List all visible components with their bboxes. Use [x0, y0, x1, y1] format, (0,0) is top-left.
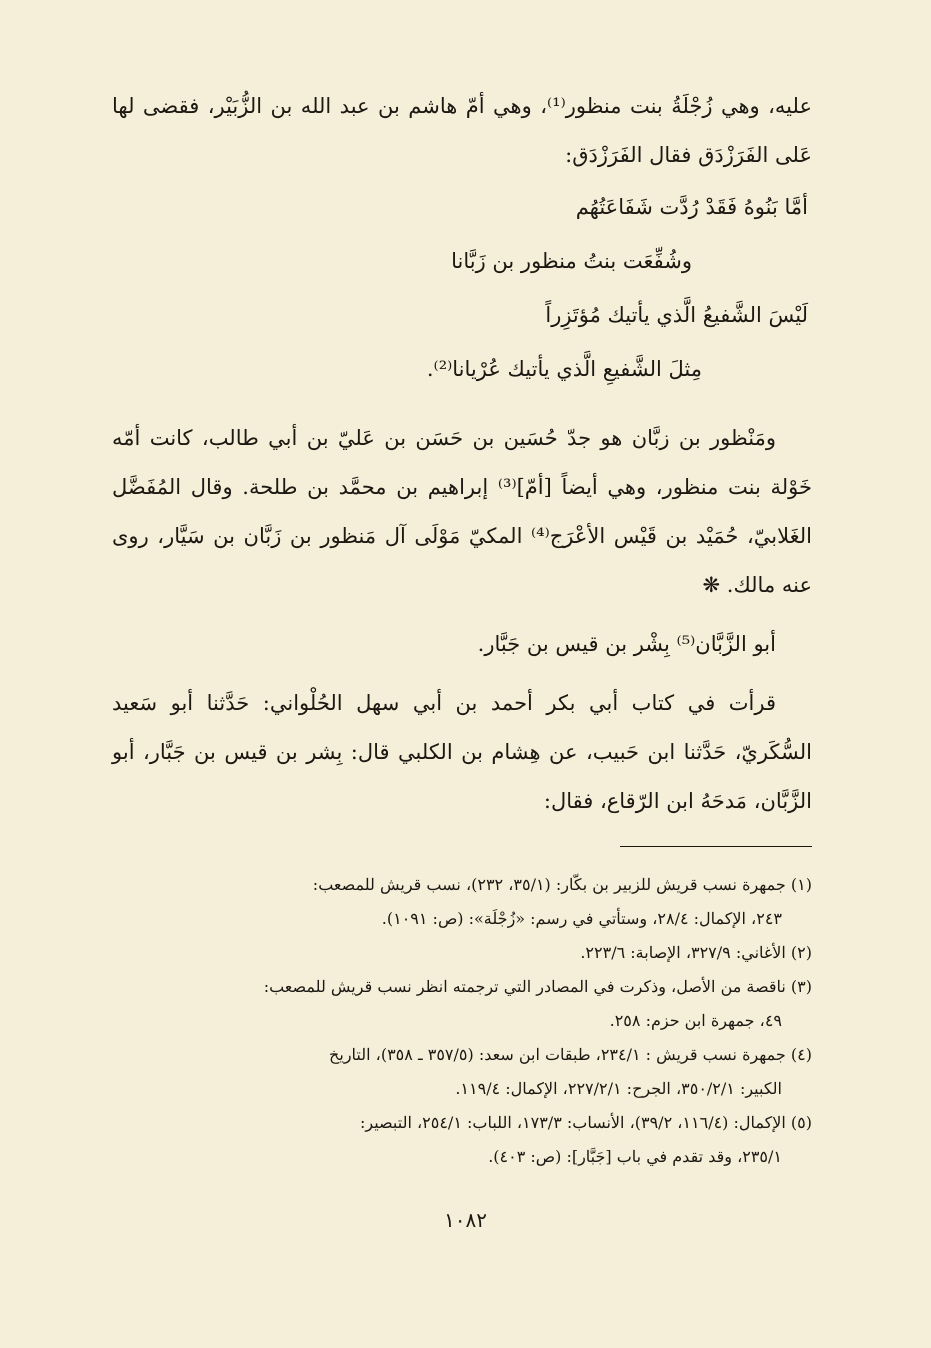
paragraph-1: عليه، وهي زُجْلَةُ بنت منظور⁽¹⁾، وهي أمّ هاشم بن عبد الله بن الزُّبَيْر، فقضى لها عَلى الفَرَزْدَق فقال الفَرَزْدَق:: [112, 94, 812, 167]
footnote-4-line-1: (٤) جمهرة نسب قريش : ٢٣٤/١، طبقات ابن سعد: (٣٥٧/٥ ـ ٣٥٨)، التاريخ: [329, 1045, 812, 1064]
footnote-1-line-1: (١) جمهرة نسب قريش للزبير بن بكّار: (٣٥/١، ٢٣٢)، نسب قريش للمصعب:: [312, 875, 812, 894]
footnotes: [118, 868, 812, 1174]
paragraph-2: ومَنْظور بن زبَّان هو جدّ حُسَين بن حَسَن بن عَليّ بن أبي طالب، كانت أمّه خَوْلة بنت منظور، وهي أيضاً [أمّ]⁽³⁾ إبراهيم بن محمَّد بن طلحة. وقال المُفَضَّل الغَلابيّ، حُمَيْد بن قَيْس الأعْرَج⁽⁴⁾ المكيّ مَوْلَى آل مَنظور بن زَبَّان بن سَيَّار، روى عنه مالك. ❋: [112, 426, 813, 597]
spacer: [112, 396, 812, 414]
verse-line-1: أمَّا بَنُوهُ فَقَدْ رُدَّت شَفَاعَتُهُم: [575, 195, 808, 219]
verse-line-2: وشُفِّعَت بنتُ منظور بن زَبَّانا: [451, 249, 692, 273]
footnote-5-line-2: ٢٣٥/١، وقد تقدم في باب [جَبَّار]: (ص: ٤٠٣).: [488, 1147, 782, 1166]
footnote-3-line-1: (٣) ناقصة من الأصل، وذكرت في المصادر التي ترجمته انظر نسب قريش للمصعب:: [263, 977, 812, 996]
footnote-1-line-2: ٢٤٣، الإكمال: ٢٨/٤، وستأتي في رسم: «زُجْلَة»: (ص: ١٠٩١).: [381, 909, 782, 928]
page-number: ١٠٨٢: [444, 1208, 487, 1232]
footnote-3-line-2: ٤٩، جمهرة ابن حزم: ٢٥٨.: [609, 1011, 782, 1030]
footnote-4-line-2: الكبير: ٣٥٠/٢/١، الجرح: ٢٢٧/٢/١، الإكمال: ١١٩/٤.: [455, 1079, 782, 1098]
footnote-5-line-1: (٥) الإكمال: (١١٦/٤، ٣٩/٢)، الأنساب: ١٧٣/٣، اللباب: ٢٥٤/١، التبصير:: [359, 1113, 812, 1132]
main-text: [112, 82, 812, 826]
paragraph-3: أبو الزَّبَّان⁽⁵⁾ بِشْر بن قيس بن جَبَّار.: [477, 632, 776, 656]
footnote-2-line-1: (٢) الأغاني: ٣٢٧/٩، الإصابة: ٢٢٣/٦.: [580, 943, 812, 962]
verse-line-3: لَيْسَ الشَّفيعُ الَّذي يأتيك مُؤتَزِراً: [545, 303, 808, 327]
paragraph-4: قرأت في كتاب أبي بكر أحمد بن أبي سهل الحُلْواني: حَدَّثنا أبو سَعيد السُّكَريّ، حَدَّثنا ابن حَبيب، عن هِشام بن الكلبي قال: بِشر بن قيس بن جَبَّار، أبو الزَّبَّان، مَدحَهُ ابن الرّقاع، فقال:: [112, 691, 812, 813]
verse-line-4: مِثلَ الشَّفيعِ الَّذي يأتيك عُرْيانا⁽²⁾.: [426, 357, 702, 381]
footnote-separator: [620, 846, 812, 847]
spacer: [112, 610, 812, 620]
spacer: [112, 669, 812, 679]
poem: [112, 180, 812, 396]
